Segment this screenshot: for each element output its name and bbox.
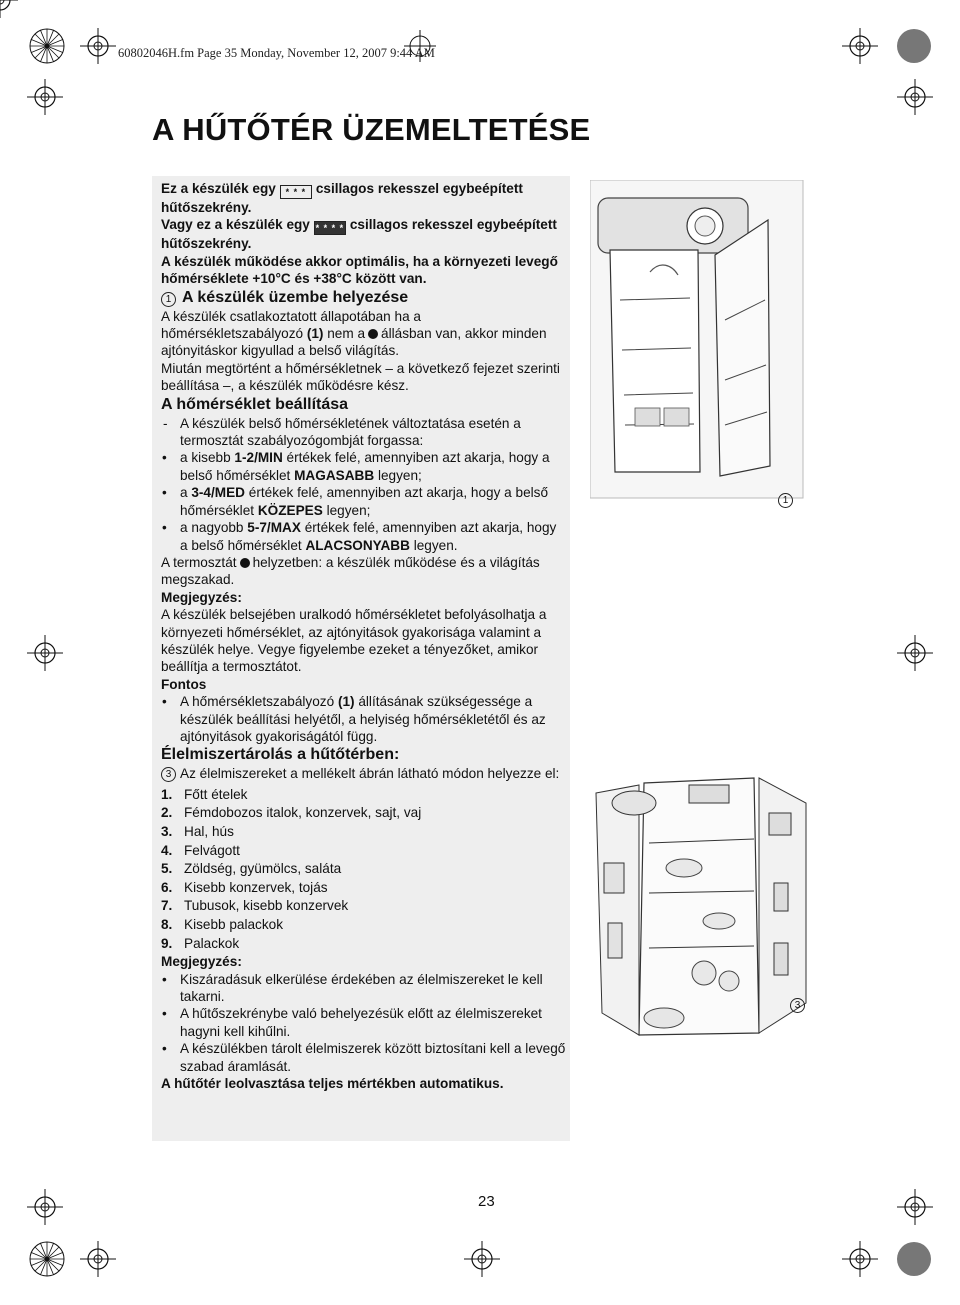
storage-list-item: 4. Felvágott xyxy=(161,842,240,858)
off-position-dot-icon xyxy=(368,329,378,339)
note-label: Megjegyzés: xyxy=(161,589,242,605)
note-bullet: • A készülékben tárolt élelmiszerek között biztosítani kell a levegő szabad áramlását. xyxy=(161,1040,566,1075)
starburst-mark-icon xyxy=(30,29,64,63)
figure-callout-icon: 3 xyxy=(790,998,805,1013)
page-title: A HŰTŐTÉR ÜZEMELTETÉSE xyxy=(152,112,591,147)
gray-dot-mark-icon xyxy=(897,29,931,63)
important-label: Fontos xyxy=(161,676,207,692)
storage-list-item: 3. Hal, hús xyxy=(161,823,234,839)
defrost-statement: A hűtőtér leolvasztása teljes mértékben automatikus. xyxy=(161,1075,504,1091)
main-content xyxy=(161,180,566,1092)
storage-list xyxy=(161,786,566,953)
storage-list-item: 2. Fémdobozos italok, konzervek, sajt, vaj xyxy=(161,805,422,821)
starburst-mark-icon xyxy=(30,1242,64,1276)
important-bullet: • A hőmérsékletszabályozó (1) állításának szükségessége a készülék beállítási helyétől, a helyiség hőmérsékletétől és az ajtónyitások gyakoriságától függ. xyxy=(161,693,566,745)
crosshair-mark-icon xyxy=(0,0,18,18)
temperature-intro: - A készülék belső hőmérsékletének változtatása esetén a termosztát szabályozógombját forgassa: xyxy=(161,415,566,450)
note-bullet: • Kiszáradásuk elkerülése érdekében az élelmiszereket le kell takarni. xyxy=(161,971,566,1006)
callout-number-icon: 3 xyxy=(161,767,176,782)
intro-line-1: Ez a készülék egy * * * csillagos rekesszel egybeépített hűtőszekrény. xyxy=(161,181,523,215)
storage-list-item: 8. Kisebb palackok xyxy=(161,916,283,932)
file-header: 60802046H.fm Page 35 Monday, November 12, 2007 9:44 AM xyxy=(118,46,435,60)
off-position-dot-icon xyxy=(240,558,250,568)
note-bullet: • A hűtőszekrénybe való behelyezésük előtt az élelmiszereket hagyni kell kihűlni. xyxy=(161,1005,566,1040)
installation-paragraph-1: A készülék csatlakoztatott állapotában ha a hőmérsékletszabályozó (1) nem a állásban van, akkor minden ajtónyitáskor kigyullad a belső világítás. xyxy=(161,308,547,359)
four-star-icon: * * * * xyxy=(315,223,345,234)
section-heading-installation: 1 A készülék üzembe helyezése xyxy=(161,288,566,308)
gray-dot-mark-icon xyxy=(897,1242,931,1276)
section-heading-temperature: A hőmérséklet beállítása xyxy=(161,395,349,413)
temperature-bullet-min: • a kisebb 1-2/MIN értékek felé, amennyiben azt akarja, hogy a belső hőmérséklet MAGASABB legyen; xyxy=(161,449,566,484)
intro-line-3: A készülék működése akkor optimális, ha a környezeti levegő hőmérséklete +10°C és +38°C között van. xyxy=(161,253,558,287)
temperature-bullet-med: • a 3-4/MED értékek felé, amennyiben azt akarja, hogy a belső hőmérséklet KÖZEPES legyen; xyxy=(161,484,566,519)
callout-number-icon: 1 xyxy=(161,292,176,307)
thermostat-off-text: A termosztát helyzetben: a készülék működése és a világítás megszakad. xyxy=(161,554,540,588)
section-heading-storage: Élelmiszertárolás a hűtőtérben: xyxy=(161,746,400,764)
temperature-bullet-max: • a nagyobb 5-7/MAX értékek felé, amennyiben azt akarja, hogy a belső hőmérséklet ALACSONYABB legyen. xyxy=(161,519,566,554)
installation-paragraph-2: Miután megtörtént a hőmérsékletnek – a következő fejezet szerinti beállítása –, a készülék működésre kész. xyxy=(161,360,560,394)
storage-list-item: 7. Tubusok, kisebb konzervek xyxy=(161,898,349,914)
fridge-thermostat-illustration xyxy=(590,180,805,500)
three-star-icon: * * * xyxy=(280,185,312,199)
storage-intro: 3 Az élelmiszereket a mellékelt ábrán látható módon helyezze el: xyxy=(161,765,566,782)
storage-list-item: 5. Zöldség, gyümölcs, saláta xyxy=(161,861,342,877)
storage-list-item: 6. Kisebb konzervek, tojás xyxy=(161,879,328,895)
storage-list-item: 9. Palackok xyxy=(161,935,240,951)
intro-line-2: Vagy ez a készülék egy * * * * csillagos rekesszel egybeépített hűtőszekrény. xyxy=(161,217,557,252)
note-text: A készülék belsejében uralkodó hőmérsékletet befolyásolhatja a környezeti hőmérséklet, az ajtónyitások gyakorisága valamint a készülék helye. Vegye figyelembe ezeket a tényezőket, amikor beállítja a termosztátot. xyxy=(161,607,547,675)
note-label: Megjegyzés: xyxy=(161,954,242,970)
storage-list-item: 1. Főtt ételek xyxy=(161,786,248,802)
figure-callout-icon: 1 xyxy=(778,493,793,508)
page-number: 23 xyxy=(478,1193,495,1210)
food-storage-illustration xyxy=(594,773,809,1043)
